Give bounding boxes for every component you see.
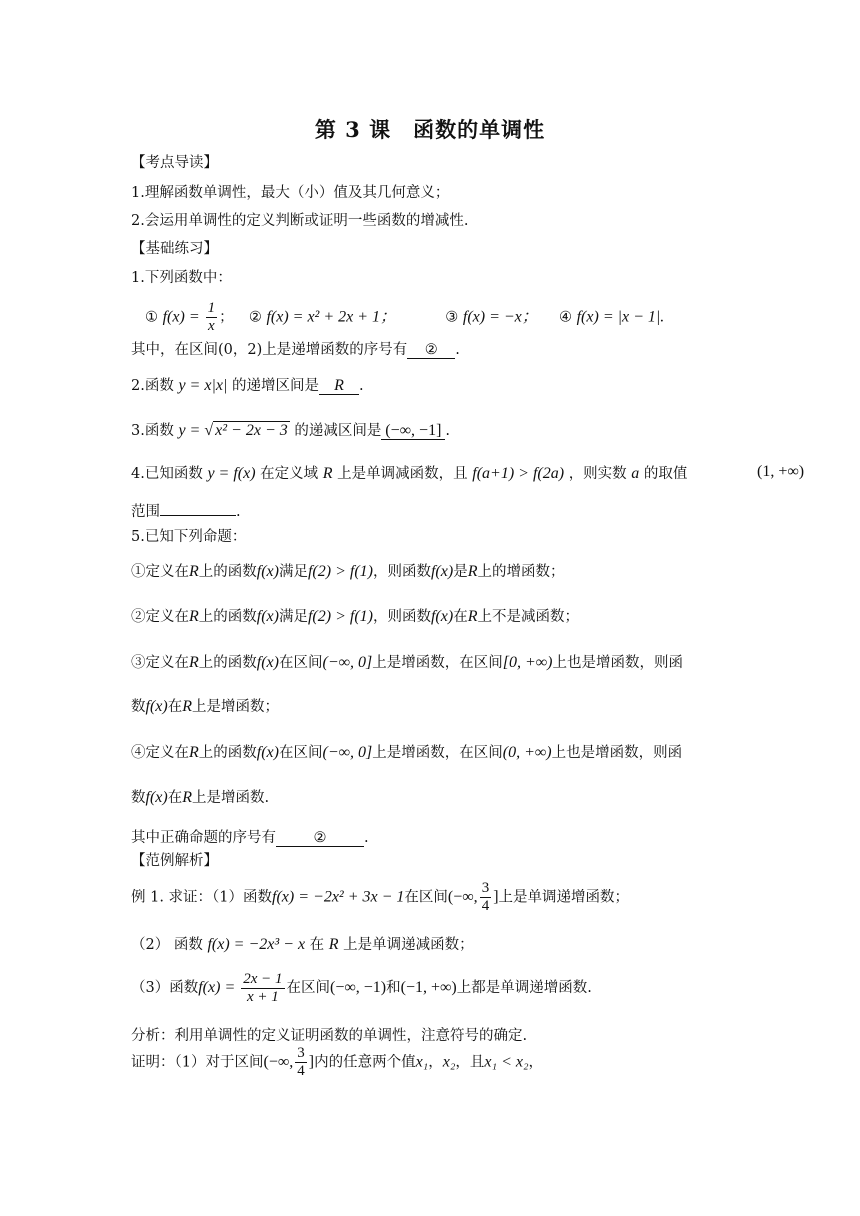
ex1-int-fraction <box>480 880 492 915</box>
q3-answer: (−∞, −1] <box>381 423 445 440</box>
q1-options <box>145 300 664 335</box>
q4-expr2: f(a+1) > f(2a) <box>472 465 565 482</box>
q3-sqrt: √ x² − 2x − 3 <box>204 422 288 439</box>
q5-p4-l2a: 数 <box>131 790 146 806</box>
q1-opt1-expr: f(x) = <box>162 308 204 326</box>
q5-p1-b: 上的函数 <box>198 564 257 580</box>
proof-x2: x₂ <box>442 1053 456 1071</box>
proof-a: 证明：（1）对于区间 <box>131 1054 264 1071</box>
proof-int-pre: (−∞, <box>263 1053 294 1071</box>
ex1-stem: 例 1. 求证：（1）函数 <box>131 889 273 906</box>
q5-stem: 5.已知下列命题： <box>131 529 247 545</box>
q5-p3-l2a: 数 <box>131 699 146 715</box>
q5-p4-R2: R <box>182 789 192 806</box>
ex1-p3-c: 上都是单调递增函数. <box>456 980 592 996</box>
q5-p3-f2: f(x) <box>145 698 168 715</box>
ex1-part1 <box>131 880 629 915</box>
q5-p1-f2: f(x) <box>430 563 454 580</box>
q5-p1-R2: R <box>467 563 478 580</box>
guide-item-2: 2.会运用单调性的定义判断或证明一些函数的增减性. <box>131 213 469 229</box>
ex1-int-pre: (−∞, <box>447 888 478 906</box>
q5-p4-c: 在区间 <box>278 745 323 761</box>
q3-stem: 3.函数 <box>131 423 174 439</box>
proof-int-den: 4 <box>297 1063 305 1079</box>
q1-opt1-end: ； <box>219 309 234 326</box>
ex1-int-post: ] <box>493 888 499 906</box>
q4-a: a <box>631 465 640 482</box>
ex1-int-num: 3 <box>481 880 490 896</box>
q5-p4-l2b: 在 <box>167 790 183 806</box>
q2-expr: y = x|x| <box>178 377 228 394</box>
q5-p4-line2 <box>131 788 269 808</box>
q3-end: . <box>445 423 450 439</box>
q4-line2 <box>131 502 241 522</box>
lesson-topic: 函数的单调性 <box>413 117 546 142</box>
ex1-p3-a: 在区间 <box>286 980 331 996</box>
q5-p3-a: ③定义在 <box>131 655 189 671</box>
q5-p3-i1: (−∞, 0] <box>322 654 373 671</box>
q5-p3-R: R <box>189 654 199 671</box>
ex1-int-den: 4 <box>481 898 490 914</box>
q5-p3-l2b: 在 <box>167 699 183 715</box>
q5-p3-line2 <box>131 697 279 717</box>
q5-p2-f2: f(x) <box>430 608 454 625</box>
proof <box>131 1045 543 1080</box>
q5-p3-e: 上也是增函数，则函 <box>552 655 684 671</box>
q4-t2: 上是单调减函数，且 <box>337 466 468 482</box>
ex1-p3-i2: (−1, +∞) <box>400 979 457 996</box>
proof-int-fraction <box>295 1045 307 1080</box>
q1-opt1-num: 1 <box>207 300 216 316</box>
q1-ask-text: 其中，在区间(0，2)上是递增函数的序号有 <box>131 342 408 358</box>
q1-opt1-label: ① <box>145 309 158 326</box>
q5-p2-b: 上的函数 <box>198 609 257 625</box>
q1-opt1-den: x <box>208 318 215 334</box>
q1-opt3-label: ③ <box>445 309 459 326</box>
q5-p1-d: ，则函数 <box>372 564 431 580</box>
proof-b: 内的任意两个值 <box>314 1054 416 1071</box>
q5-p4-f2: f(x) <box>145 789 168 806</box>
q5-p4-e: 上也是增函数，则函 <box>551 745 683 761</box>
q5-p3-d: 上是增函数，在区间 <box>372 655 503 671</box>
q5-p1 <box>131 562 564 582</box>
q3-radicand: x² − 2x − 3 <box>215 422 288 439</box>
proof-sep: ， <box>428 1054 443 1071</box>
q5-p4-f: f(x) <box>256 744 279 761</box>
guide-item-1: 1.理解函数单调性，最大（小）值及其几何意义； <box>131 185 450 201</box>
q4-R: R <box>322 465 333 482</box>
q5-p2-e: 在 <box>453 609 468 625</box>
q5-p4-i1: (−∞, 0] <box>322 744 373 761</box>
q1-end: . <box>455 342 460 358</box>
q1-opt1-fraction <box>206 300 218 335</box>
q4-range-label: 范围 <box>131 504 160 520</box>
q5-p4-i2: (0, +∞) <box>502 744 552 761</box>
ex1-part2 <box>131 935 474 955</box>
ex1-p3-i1: (−∞, −1) <box>330 979 387 996</box>
q5-p2-c: 满足 <box>278 609 308 625</box>
q5-p3-i2: [0, +∞) <box>502 654 553 671</box>
q5-p4-b: 上的函数 <box>198 745 257 761</box>
q5-p1-R: R <box>189 563 199 580</box>
q4-end: . <box>236 504 241 520</box>
q4-line1 <box>131 464 687 484</box>
q4-blank[interactable] <box>160 515 236 516</box>
ex1-p3-fraction <box>241 971 284 1006</box>
q5-p2-g: 上不是减函数； <box>477 609 579 625</box>
q2-mid: 的递增区间是 <box>231 378 319 394</box>
ex1-p3-pre: f(x) = <box>198 979 240 996</box>
ex1-p2-c: 上是单调递减函数； <box>343 937 474 953</box>
q5-p3-f: f(x) <box>256 654 279 671</box>
q1-opt3-expr: f(x) = −x； <box>462 308 538 326</box>
q5-answer: ② <box>276 830 364 847</box>
ex1-p3-den: x + 1 <box>246 988 279 1005</box>
ex1-t2: 上是单调递增函数； <box>498 889 630 906</box>
proof-int-post: ] <box>308 1053 315 1071</box>
q5-p3-R2: R <box>182 698 192 715</box>
ex1-expr1: f(x) = −2x² + 3x − 1 <box>272 888 405 906</box>
q5-p2-f: f(x) <box>256 608 279 625</box>
q5-p4 <box>131 743 682 763</box>
q2-stem: 2.函数 <box>131 378 174 394</box>
q5-ask-text: 其中正确命题的序号有 <box>131 830 276 846</box>
q5-p2-d: ，则函数 <box>372 609 431 625</box>
q5-p3 <box>131 653 683 673</box>
lesson-number: 第 3 课 <box>314 117 392 142</box>
ex1-p2-a: 函数 <box>173 937 203 953</box>
q4-t4: 的取值 <box>643 466 688 482</box>
q5-p3-b: 上的函数 <box>198 655 257 671</box>
q2-end: . <box>358 378 364 394</box>
q5-p4-l2c: 上是增函数. <box>191 790 270 806</box>
q5-p2-a: ②定义在 <box>131 609 189 625</box>
section-example: 【范例解析】 <box>131 853 218 869</box>
q2-answer: R <box>319 378 359 395</box>
section-basic: 【基础练习】 <box>131 241 218 257</box>
q4-t1: 在定义域 <box>260 466 319 482</box>
proof-d: ， <box>528 1054 544 1071</box>
q5-p2 <box>131 607 579 627</box>
proof-x1: x₁ <box>415 1053 429 1071</box>
q5-p4-R: R <box>189 744 199 761</box>
q1-opt2-label: ② <box>248 309 262 326</box>
proof-ineq: x₁ < x₂ <box>484 1053 529 1071</box>
q5-p1-f: f(x) <box>256 563 279 580</box>
q1-stem: 1.下列函数中： <box>131 270 232 286</box>
q4-side-answer: (1, +∞) <box>757 463 805 480</box>
q5-p4-a: ④定义在 <box>131 745 189 761</box>
q5-end: . <box>364 830 369 846</box>
page-title <box>0 114 860 144</box>
q5-p2-R2: R <box>467 608 478 625</box>
q4-expr1: y = f(x) <box>207 465 256 482</box>
q5-p2-R: R <box>189 608 199 625</box>
q1-answer: ② <box>407 342 455 359</box>
q4-stem: 4.已知函数 <box>131 466 203 482</box>
proof-int-num: 3 <box>297 1045 305 1061</box>
ex1-t1: 在区间 <box>404 889 448 906</box>
q5-ask <box>131 828 369 848</box>
q5-p1-c: 满足 <box>278 564 308 580</box>
q5-p1-ineq: f(2) > f(1) <box>307 563 373 580</box>
q1-ask <box>131 340 460 360</box>
ex1-p2-b: 在 <box>309 937 325 953</box>
q5-p1-a: ①定义在 <box>131 564 189 580</box>
q2 <box>131 376 364 396</box>
proof-c: ，且 <box>455 1054 485 1071</box>
q3 <box>131 421 450 441</box>
q4-t3: ，则实数 <box>568 466 627 482</box>
q5-p3-c: 在区间 <box>278 655 323 671</box>
ex1-p2-label: （2） <box>131 937 170 953</box>
analysis: 分析：利用单调性的定义证明函数的单调性，注意符号的确定. <box>131 1028 528 1044</box>
q3-mid: 的递减区间是 <box>294 423 382 439</box>
q1-opt2-expr: f(x) = x² + 2x + 1； <box>266 308 397 326</box>
ex1-p2-expr: f(x) = −2x³ − x <box>207 936 306 953</box>
q5-p2-ineq: f(2) > f(1) <box>307 608 373 625</box>
ex1-p3-b: 和 <box>386 980 401 996</box>
ex1-p2-R: R <box>328 936 339 953</box>
ex1-p3-label: （3）函数 <box>131 980 199 996</box>
q3-expr-pre: y = <box>178 422 205 439</box>
ex1-p3-num: 2x − 1 <box>243 970 283 987</box>
q5-p3-l2c: 上是增函数； <box>191 699 279 715</box>
section-guide: 【考点导读】 <box>131 155 218 171</box>
q5-p4-d: 上是增函数，在区间 <box>372 745 503 761</box>
ex1-part3 <box>131 970 592 1006</box>
q1-opt4-label: ④ <box>559 309 572 326</box>
q5-p1-g: 上的增函数； <box>477 564 565 580</box>
q5-p1-e: 是 <box>453 564 468 580</box>
q1-opt4-expr: f(x) = |x − 1|. <box>576 308 665 326</box>
